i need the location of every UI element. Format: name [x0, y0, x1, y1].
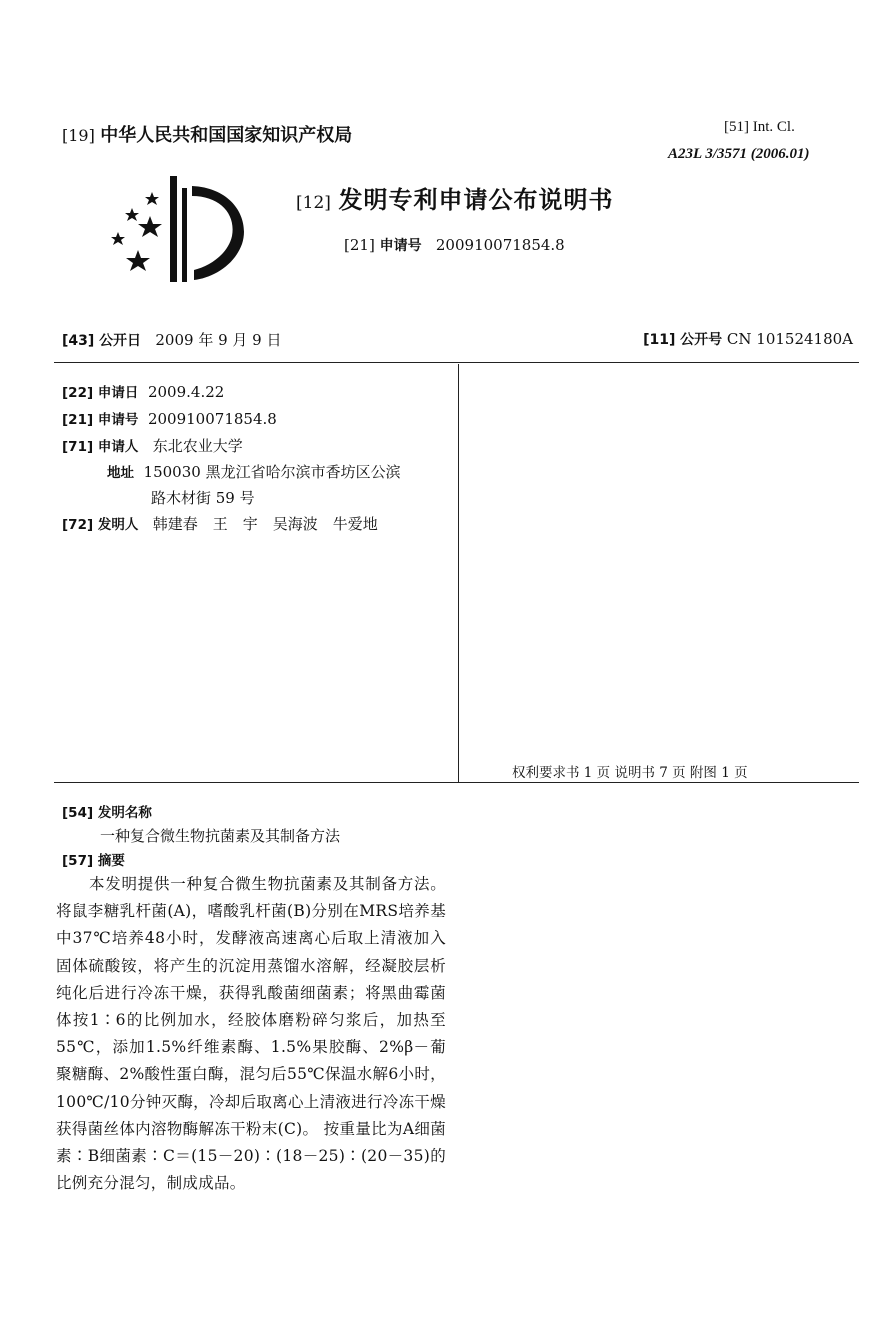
bottom-divider	[54, 782, 859, 783]
publication-date	[62, 329, 281, 350]
address-line1: 150030 黑龙江省哈尔滨市香坊区公滨	[143, 463, 401, 481]
document-title	[296, 180, 614, 215]
invention-title: 一种复合微生物抗菌素及其制备方法	[100, 827, 341, 845]
cnipa-logo-icon	[104, 174, 252, 286]
appno-value: 200910071854.8	[435, 236, 565, 254]
address-label: 地址	[107, 465, 134, 481]
office-code: [19]	[62, 126, 95, 145]
invention-title-heading	[62, 801, 152, 821]
pubno-code: [11]	[643, 332, 676, 348]
invention-label: 发明名称	[97, 805, 152, 821]
inventors-value: 韩建春 王 宇 吴海波 牛爱地	[152, 515, 378, 533]
invention-code: [54]	[62, 805, 94, 821]
office-name: 中华人民共和国国家知识产权局	[100, 125, 353, 146]
abstract-code: [57]	[62, 853, 94, 869]
pubno-value: CN 101524180A	[726, 330, 853, 348]
filing-date-label: 申请日	[97, 385, 139, 401]
applicant-row	[62, 435, 243, 456]
filing-date-value: 2009.4.22	[147, 383, 225, 401]
application-number-code: [21]	[62, 412, 94, 428]
column-divider	[458, 364, 459, 782]
appno-code: [21]	[344, 236, 375, 254]
inventors-row	[62, 513, 378, 534]
doc-title: 发明专利申请公布说明书	[338, 186, 614, 214]
pubdate-value: 2009 年 9 月 9 日	[155, 331, 282, 349]
application-number-row	[62, 408, 277, 428]
filing-date-code: [22]	[62, 385, 94, 401]
publication-number	[643, 329, 853, 349]
intcl-label: [51] Int. Cl.	[724, 119, 795, 135]
address-line2: 路木材街 59 号	[151, 489, 255, 507]
pubno-label: 公开号	[680, 332, 723, 348]
appno-label: 申请号	[379, 238, 422, 254]
pubdate-label: 公开日	[99, 333, 142, 349]
application-number-label: 申请号	[97, 412, 139, 428]
header-application-number	[344, 235, 565, 255]
application-number-value: 200910071854.8	[147, 410, 277, 428]
applicant-label: 申请人	[97, 439, 139, 455]
intcl-code: A23L 3/3571 (2006.01)	[668, 146, 810, 162]
pubdate-code: [43]	[62, 333, 95, 349]
office-line	[62, 121, 352, 147]
top-divider	[54, 362, 859, 363]
abstract-heading	[62, 849, 125, 869]
applicant-value: 东北农业大学	[152, 437, 243, 455]
inventors-code: [72]	[62, 517, 94, 533]
abstract-label: 摘要	[97, 853, 125, 869]
filing-date-row	[62, 381, 224, 401]
pages-summary: 权利要求书 1 页 说明书 7 页 附图 1 页	[512, 765, 748, 781]
address-row-2	[151, 487, 255, 508]
doc-code: [12]	[296, 193, 331, 213]
address-row	[107, 461, 401, 482]
abstract-body: 本发明提供一种复合微生物抗菌素及其制备方法。 将鼠李糖乳杆菌(A)，嗜酸乳杆菌(B)分别在MRS培养基中37℃培养48小时，发酵液高速离心后取上清液加入固体硫酸铵，将产生的沉淀用蒸馏水溶解，经凝胶层析纯化后进行冷冻干燥，获得乳酸菌细菌素；将黑曲霉菌体按1∶6的比例加水，经胶体磨粉碎匀浆后，加热至55℃，添加1.5%纤维素酶、1.5%果胶酶、2%β－葡聚糖酶、2%酸性蛋白酶，混匀后55℃保温水解6小时，100℃/10分钟灭酶，冷却后取离心上清液进行冷冻干燥获得菌丝体内溶物酶解冻干粉末(C)。 按重量比为A细菌素∶B细菌素∶C＝(15－20)∶(18－25)∶(20－35)的比例充分混匀，制成成品。	[56, 875, 446, 1193]
inventors-label: 发明人	[97, 517, 139, 533]
applicant-code: [71]	[62, 439, 94, 455]
